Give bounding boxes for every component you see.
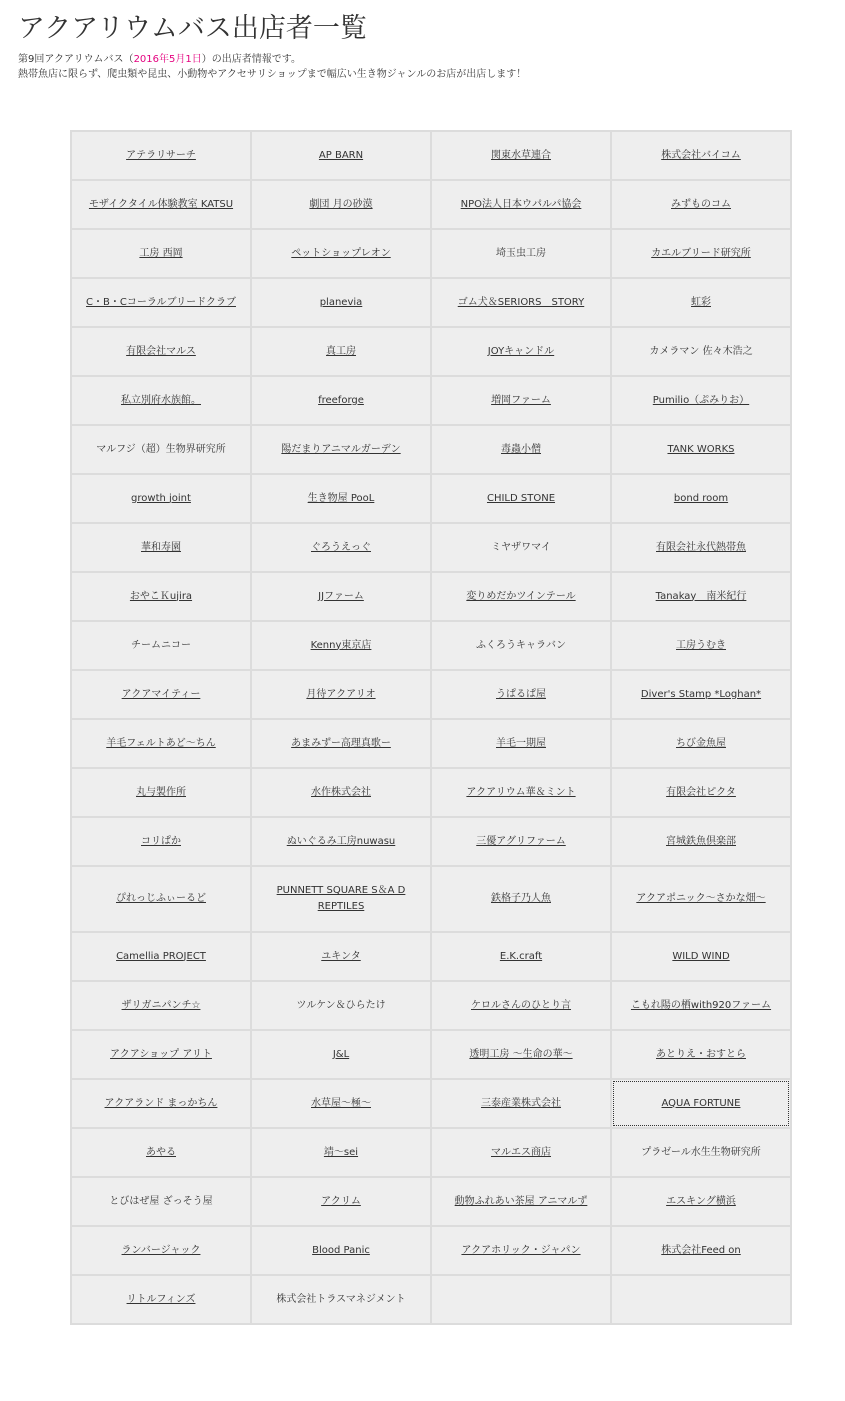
exhibitor-cell xyxy=(71,981,251,1030)
exhibitor-link[interactable]: 生き物屋 PooL xyxy=(307,492,375,504)
exhibitor-cell xyxy=(431,1030,611,1079)
exhibitor-cell xyxy=(431,670,611,719)
exhibitor-link[interactable]: Diver's Stamp *Loghan* xyxy=(640,688,762,700)
exhibitor-cell xyxy=(611,1079,791,1128)
exhibitor-cell xyxy=(71,1177,251,1226)
exhibitor-cell xyxy=(251,229,431,278)
exhibitor-link[interactable]: 動物ふれあい茶屋 アニマルず xyxy=(454,1195,588,1207)
exhibitor-cell xyxy=(71,376,251,425)
exhibitor-cell xyxy=(71,621,251,670)
exhibitor-link[interactable]: コリぱか xyxy=(141,835,181,847)
exhibitor-link[interactable]: ザリガニパンチ☆ xyxy=(121,999,201,1011)
exhibitor-cell xyxy=(611,866,791,932)
exhibitor-link[interactable]: ぴれっじふぃーるど xyxy=(116,893,206,904)
event-date: 2016年5月1日 xyxy=(133,54,202,65)
exhibitor-link[interactable]: ケロルさんのひとり言 xyxy=(471,999,571,1011)
exhibitor-cell xyxy=(431,131,611,180)
exhibitor-cell xyxy=(251,1030,431,1079)
exhibitor-cell xyxy=(251,1128,431,1177)
exhibitor-link[interactable]: おやこＫujira xyxy=(129,590,193,602)
exhibitor-cell xyxy=(251,621,431,670)
exhibitor-cell xyxy=(431,474,611,523)
exhibitor-cell xyxy=(251,817,431,866)
exhibitor-name: プラゼール水生生物研究所 xyxy=(641,1146,761,1158)
exhibitor-cell xyxy=(431,866,611,932)
exhibitor-cell xyxy=(431,523,611,572)
exhibitor-name: 埼玉虫工房 xyxy=(496,247,546,259)
exhibitor-link[interactable]: Tanakay 南米紀行 xyxy=(655,590,747,602)
exhibitor-link[interactable]: ランバージャック xyxy=(121,1244,201,1256)
intro-line-2: 熱帯魚店に限らず、爬虫類や昆虫、小動物やアクセサリショップまで幅広い生き物ジャンルのお店が出店します！ xyxy=(18,69,527,80)
exhibitor-link[interactable]: 劇団 月の砂漠 xyxy=(309,198,373,210)
exhibitor-link[interactable]: アクアホリック・ジャパン xyxy=(461,1244,581,1256)
exhibitor-cell xyxy=(71,1030,251,1079)
exhibitor-link[interactable]: 虹彩 xyxy=(691,296,711,308)
exhibitor-cell xyxy=(251,1079,431,1128)
exhibitor-link[interactable]: 有限会社マルス xyxy=(126,345,196,357)
exhibitor-cell xyxy=(431,327,611,376)
exhibitor-link[interactable]: AP BARN xyxy=(318,149,364,161)
exhibitor-cell xyxy=(251,180,431,229)
exhibitor-cell xyxy=(611,229,791,278)
exhibitor-cell xyxy=(611,474,791,523)
exhibitor-link[interactable]: Camellia PROJECT xyxy=(116,950,206,962)
exhibitor-cell xyxy=(251,866,431,932)
exhibitor-cell xyxy=(251,327,431,376)
exhibitor-cell xyxy=(251,768,431,817)
exhibitor-link[interactable]: TANK WORKS xyxy=(667,443,735,455)
exhibitor-link[interactable]: 三泰産業株式会社 xyxy=(481,1097,561,1109)
exhibitor-cell xyxy=(251,572,431,621)
exhibitor-link[interactable]: 宮城鉄魚倶楽部 xyxy=(666,835,736,847)
table-row xyxy=(71,572,791,621)
exhibitor-cell xyxy=(71,229,251,278)
exhibitor-link[interactable]: 私立別府水族館。 xyxy=(121,394,201,406)
exhibitor-cell xyxy=(71,523,251,572)
exhibitor-link[interactable]: 透明工房 ～生命の華～ xyxy=(469,1048,573,1060)
intro-text xyxy=(18,52,526,82)
table-row xyxy=(71,817,791,866)
table-row xyxy=(71,425,791,474)
exhibitor-link[interactable]: みずものコム xyxy=(671,198,731,210)
exhibitor-link[interactable]: ぬいぐるみ工房nuwasu xyxy=(286,835,396,847)
exhibitor-name: マルフジ（超）生物界研究所 xyxy=(96,443,226,455)
table-row xyxy=(71,1177,791,1226)
table-row xyxy=(71,981,791,1030)
table-row xyxy=(71,1079,791,1128)
exhibitor-cell xyxy=(611,327,791,376)
exhibitor-table xyxy=(70,130,792,1325)
exhibitor-name: とびはぜ屋 ざっそう屋 xyxy=(109,1195,213,1207)
exhibitor-name: 株式会社トラスマネジメント xyxy=(276,1293,406,1305)
exhibitor-cell xyxy=(431,932,611,981)
intro-suffix: ）の出店者情報です。 xyxy=(201,54,301,65)
exhibitor-link[interactable]: リトルフィンズ xyxy=(126,1293,196,1305)
table-row xyxy=(71,376,791,425)
exhibitor-link[interactable]: JOYキャンドル xyxy=(487,345,555,357)
table-row xyxy=(71,932,791,981)
exhibitor-cell xyxy=(71,1226,251,1275)
exhibitor-name: ミヤザワマイ xyxy=(491,541,551,553)
exhibitor-cell xyxy=(431,180,611,229)
exhibitor-cell xyxy=(611,376,791,425)
exhibitor-cell xyxy=(251,131,431,180)
exhibitor-cell xyxy=(431,278,611,327)
exhibitor-cell xyxy=(251,932,431,981)
exhibitor-cell xyxy=(431,1177,611,1226)
exhibitor-link[interactable]: 華和寿園 xyxy=(141,541,181,553)
table-row xyxy=(71,474,791,523)
exhibitor-cell xyxy=(611,1128,791,1177)
exhibitor-link[interactable]: Blood Panic xyxy=(312,1244,370,1256)
exhibitor-cell xyxy=(251,523,431,572)
exhibitor-link[interactable]: アクアショップ アリト xyxy=(110,1048,212,1060)
exhibitor-link[interactable]: 有限会社ピクタ xyxy=(666,786,736,798)
table-row xyxy=(71,768,791,817)
exhibitor-cell xyxy=(611,932,791,981)
exhibitor-name: ふくろうキャラバン xyxy=(476,639,566,651)
exhibitor-cell xyxy=(431,1275,611,1324)
exhibitor-cell xyxy=(71,572,251,621)
exhibitor-link[interactable]: 水作株式会社 xyxy=(311,786,371,798)
exhibitor-link[interactable]: あやる xyxy=(146,1146,176,1158)
exhibitor-link[interactable]: 月待アクアリオ xyxy=(306,688,376,700)
exhibitor-link[interactable]: 水草屋～極～ xyxy=(311,1097,371,1109)
exhibitor-cell xyxy=(611,523,791,572)
table-row xyxy=(71,523,791,572)
exhibitor-link[interactable]: カエルブリード研究所 xyxy=(651,247,751,259)
exhibitor-cell xyxy=(431,1226,611,1275)
exhibitor-cell xyxy=(251,376,431,425)
exhibitor-cell xyxy=(611,719,791,768)
exhibitor-link[interactable]: WILD WIND xyxy=(672,950,730,962)
exhibitor-link[interactable]: こもれ陽の栖with920ファーム xyxy=(630,999,772,1011)
exhibitor-cell xyxy=(611,572,791,621)
exhibitor-link[interactable]: CHILD STONE xyxy=(486,492,556,504)
exhibitor-cell xyxy=(71,932,251,981)
exhibitor-link[interactable]: J&L xyxy=(332,1048,350,1060)
exhibitor-link[interactable]: 毒蟲小僧 xyxy=(501,443,541,455)
exhibitor-link[interactable]: エスキング横浜 xyxy=(666,1195,736,1207)
exhibitor-link[interactable]: 変りめだかツインテール xyxy=(466,590,576,602)
table-row xyxy=(71,131,791,180)
exhibitor-cell xyxy=(431,229,611,278)
exhibitor-cell xyxy=(611,1226,791,1275)
exhibitor-cell xyxy=(71,866,251,932)
exhibitor-link[interactable]: 関東水草連合 xyxy=(491,149,551,161)
exhibitor-link[interactable]: アテラリサーチ xyxy=(126,149,196,161)
exhibitor-link[interactable]: 三優アグリファーム xyxy=(476,835,566,847)
exhibitor-link[interactable]: ゴム犬＆SERIORS STORY xyxy=(457,296,585,308)
table-row xyxy=(71,719,791,768)
exhibitor-cell xyxy=(611,425,791,474)
exhibitor-cell xyxy=(431,768,611,817)
exhibitor-cell xyxy=(71,719,251,768)
table-row xyxy=(71,327,791,376)
exhibitor-cell xyxy=(71,474,251,523)
exhibitor-cell xyxy=(611,1177,791,1226)
exhibitor-cell xyxy=(611,981,791,1030)
exhibitor-cell xyxy=(71,327,251,376)
table-row xyxy=(71,1226,791,1275)
exhibitor-name: チームニコー xyxy=(131,639,191,651)
exhibitor-link[interactable]: ペットショップレオン xyxy=(291,247,391,259)
table-row xyxy=(71,278,791,327)
exhibitor-cell xyxy=(611,180,791,229)
exhibitor-link[interactable]: 羊毛フェルトあど～ちん xyxy=(106,737,216,749)
exhibitor-link[interactable]: ぐろうえっぐ xyxy=(311,541,371,553)
exhibitor-link[interactable]: Pumilio（ぷみりお） xyxy=(652,394,750,406)
exhibitor-link[interactable]: AQUA FORTUNE xyxy=(661,1097,741,1109)
exhibitor-table-body xyxy=(71,131,791,1324)
exhibitor-cell xyxy=(431,981,611,1030)
exhibitor-cell xyxy=(71,425,251,474)
intro-prefix: 第9回アクアリウムバス（ xyxy=(18,54,134,65)
exhibitor-cell xyxy=(431,376,611,425)
table-row xyxy=(71,1128,791,1177)
exhibitor-cell xyxy=(431,621,611,670)
exhibitor-link[interactable]: 株式会社Feed on xyxy=(661,1244,741,1256)
exhibitor-cell xyxy=(251,425,431,474)
exhibitor-cell xyxy=(251,1226,431,1275)
exhibitor-link[interactable]: アクアリウム華＆ミント xyxy=(466,786,576,798)
exhibitor-link[interactable]: マルエス商店 xyxy=(491,1146,551,1158)
exhibitor-link[interactable]: 工房 西岡 xyxy=(139,247,183,259)
exhibitor-cell xyxy=(431,572,611,621)
table-row xyxy=(71,670,791,719)
exhibitor-name: カメラマン 佐々木浩之 xyxy=(649,345,753,357)
exhibitor-cell xyxy=(71,670,251,719)
exhibitor-cell xyxy=(251,719,431,768)
exhibitor-cell xyxy=(251,1177,431,1226)
exhibitor-cell xyxy=(71,1079,251,1128)
exhibitor-link[interactable]: アクリム xyxy=(321,1195,361,1207)
exhibitor-link[interactable]: C・B・Cコーラルブリードクラブ xyxy=(86,296,236,308)
exhibitor-cell xyxy=(611,817,791,866)
exhibitor-cell xyxy=(431,719,611,768)
intro-line-1 xyxy=(18,52,526,67)
exhibitor-link[interactable]: うぱるぱ屋 xyxy=(496,688,546,700)
exhibitor-link[interactable]: growth joint xyxy=(131,492,191,504)
exhibitor-cell xyxy=(431,425,611,474)
exhibitor-cell xyxy=(611,1030,791,1079)
exhibitor-link[interactable]: ちび金魚屋 xyxy=(676,737,726,749)
exhibitor-cell xyxy=(611,131,791,180)
exhibitor-cell xyxy=(71,180,251,229)
table-row xyxy=(71,1030,791,1079)
exhibitor-cell xyxy=(431,1079,611,1128)
exhibitor-cell xyxy=(611,670,791,719)
exhibitor-cell xyxy=(611,621,791,670)
exhibitor-cell xyxy=(71,131,251,180)
exhibitor-cell xyxy=(611,1275,791,1324)
exhibitor-cell xyxy=(71,768,251,817)
table-row xyxy=(71,1275,791,1324)
exhibitor-link[interactable]: あまみずー高理真歌ー xyxy=(291,737,391,749)
exhibitor-link[interactable]: 羊毛一期屋 xyxy=(496,737,546,749)
exhibitor-cell xyxy=(251,981,431,1030)
exhibitor-cell xyxy=(71,278,251,327)
exhibitor-cell xyxy=(71,1275,251,1324)
table-row xyxy=(71,229,791,278)
exhibitor-cell xyxy=(251,278,431,327)
exhibitor-link[interactable]: 陽だまりアニマルガーデン xyxy=(281,443,401,455)
table-row xyxy=(71,866,791,932)
exhibitor-link[interactable]: アクアランド まっかちん xyxy=(104,1097,218,1109)
exhibitor-cell xyxy=(71,1128,251,1177)
exhibitor-link[interactable]: あとりえ・おすとら xyxy=(656,1048,746,1060)
exhibitor-link[interactable]: NPO法人日本ウパルパ協会 xyxy=(460,198,582,210)
exhibitor-link[interactable]: 靖～sei xyxy=(323,1146,359,1158)
exhibitor-link[interactable]: planevia xyxy=(319,296,363,308)
table-row xyxy=(71,621,791,670)
page-title: アクアリウムバス出店者一覧 xyxy=(18,13,367,44)
exhibitor-link[interactable]: PUNNETT SQUARE S＆A D REPTILES xyxy=(276,885,406,912)
exhibitor-link[interactable]: JJファーム xyxy=(318,590,364,602)
exhibitor-cell xyxy=(71,817,251,866)
exhibitor-link[interactable]: freeforge xyxy=(318,394,364,406)
exhibitor-link[interactable]: アクアポニック～さかな畑～ xyxy=(636,893,766,904)
exhibitor-link[interactable]: 有限会社永代熱帯魚 xyxy=(656,541,746,553)
exhibitor-link[interactable]: 増岡ファーム xyxy=(491,394,551,406)
exhibitor-link[interactable]: ユキンタ xyxy=(321,950,361,962)
exhibitor-cell xyxy=(611,768,791,817)
exhibitor-cell xyxy=(251,1275,431,1324)
exhibitor-cell xyxy=(251,670,431,719)
exhibitor-name: ツルケン＆ひらたけ xyxy=(296,999,386,1011)
table-row xyxy=(71,180,791,229)
exhibitor-link[interactable]: 真工房 xyxy=(326,345,356,357)
exhibitor-cell xyxy=(251,474,431,523)
exhibitor-cell xyxy=(611,278,791,327)
exhibitor-link[interactable]: 工房うむき xyxy=(676,639,726,651)
exhibitor-link[interactable]: 株式会社バイコム xyxy=(661,149,741,161)
exhibitor-cell xyxy=(431,817,611,866)
exhibitor-link[interactable]: 鉄格子乃人魚 xyxy=(491,893,551,904)
exhibitor-cell xyxy=(431,1128,611,1177)
exhibitor-link[interactable]: E.K.craft xyxy=(499,950,543,962)
exhibitor-link[interactable]: bond room xyxy=(673,492,729,504)
exhibitor-link[interactable]: アクアマイティー xyxy=(121,688,201,700)
exhibitor-link[interactable]: モザイクタイル体験教室 KATSU xyxy=(88,198,234,210)
exhibitor-link[interactable]: Kenny東京店 xyxy=(310,639,372,651)
exhibitor-link[interactable]: 丸与製作所 xyxy=(136,786,186,798)
